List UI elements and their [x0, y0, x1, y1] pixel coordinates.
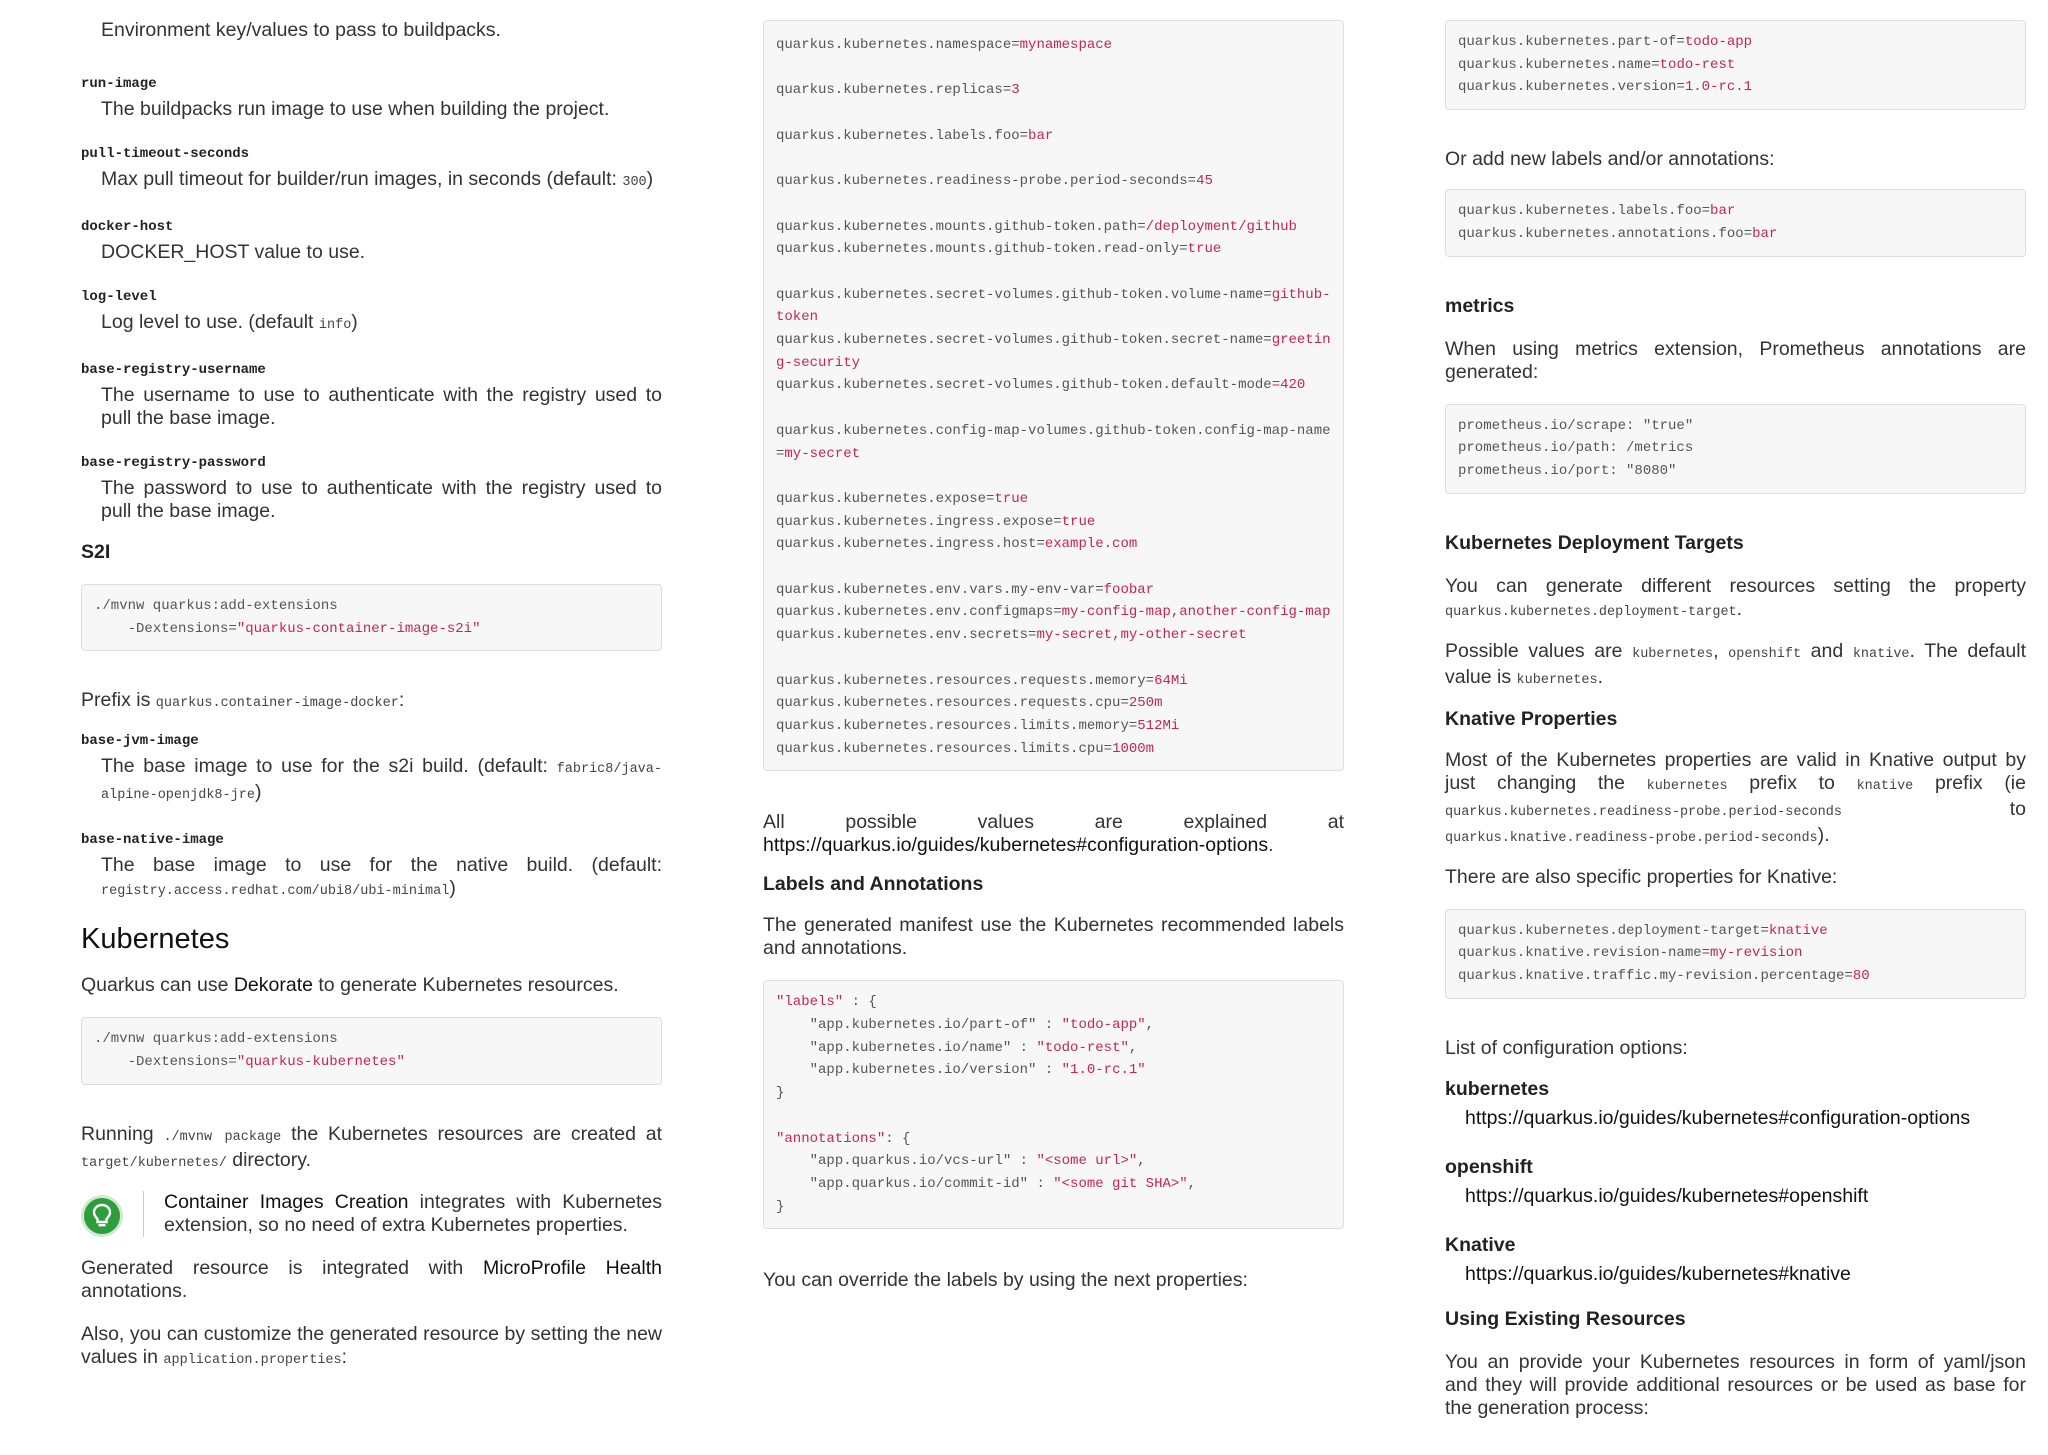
config-item-name: Knative	[1445, 1233, 1516, 1256]
override-text: You can override the labels by using the next properties:	[763, 1269, 1248, 1292]
config-list	[1445, 1078, 2026, 1286]
config-item-link[interactable]: https://quarkus.io/guides/kubernetes#configuration-options	[1465, 1106, 1971, 1129]
prop-name: pull-timeout-seconds	[81, 146, 250, 162]
prop-desc: The username to use to authenticate with the registry used to pull the base image.	[101, 384, 662, 429]
config-item-knative	[1445, 1234, 2026, 1286]
code-line: quarkus.kubernetes.labels.foo=bar	[776, 127, 1054, 144]
knative-specific-text: There are also specific properties for Knative:	[1445, 865, 1838, 888]
knative-text: Most of the Kubernetes properties are valid in Knative output by just changing the kubernetes prefix to knative prefix (ie quarkus.kubernetes.readiness-probe.period-seconds to quarkus.knative.readiness-probe.period-seconds).	[1445, 748, 2026, 846]
generated-text: Generated resource is integrated with MicroProfile Health annotations.	[81, 1256, 662, 1302]
metrics-heading: metrics	[1445, 294, 1515, 317]
prop-name: run-image	[81, 76, 157, 92]
code-line: quarkus.kubernetes.env.secrets=my-secret,my-other-secret	[776, 627, 1247, 644]
existing-resources-text: You an provide your Kubernetes resources in form of yaml/json and they will provide additional resources or be used as base for the generation process:	[1445, 1350, 2026, 1419]
targets-text: You can generate different resources setting the property quarkus.kubernetes.deployment-target.	[1445, 574, 2026, 620]
labels-intro: The generated manifest use the Kubernetes recommended labels and annotations.	[763, 914, 1344, 960]
code-line: quarkus.kubernetes.readiness-probe.period-seconds=45	[776, 173, 1213, 190]
config-item-name: openshift	[1445, 1155, 1533, 1178]
configuration-options-link[interactable]: https://quarkus.io/guides/kubernetes#configuration-options	[763, 834, 1269, 857]
code-line: "app.quarkus.io/commit-id" : "<some git SHA>",	[776, 1175, 1197, 1192]
kubernetes-code-block[interactable]: ./mvnw quarkus:add-extensions -Dextensions="quarkus-kubernetes"	[81, 1017, 662, 1084]
code-line	[776, 102, 1331, 125]
code-line: quarkus.knative.traffic.my-revision.percentage=80	[1458, 968, 1870, 985]
config-item-openshift	[1445, 1156, 2026, 1208]
config-item-name: kubernetes	[1445, 1077, 1550, 1100]
code-line: quarkus.kubernetes.deployment-target=knative	[1458, 922, 1828, 939]
labels-heading: Labels and Annotations	[763, 873, 984, 896]
code-line	[776, 261, 1331, 284]
code-line: quarkus.kubernetes.env.configmaps=my-config-map,another-config-map	[776, 604, 1331, 621]
targets-heading: Kubernetes Deployment Targets	[1445, 531, 1744, 554]
prop-log-level	[81, 289, 662, 337]
code-line: quarkus.kubernetes.resources.requests.memory=64Mi	[776, 672, 1188, 689]
prop-desc: DOCKER_HOST value to use.	[101, 241, 366, 263]
possible-values-text: Possible values are kubernetes, openshift and knative. The default value is kubernetes.	[1445, 639, 2026, 688]
code-line: quarkus.kubernetes.mounts.github-token.path=/deployment/github	[776, 218, 1297, 235]
dekorate-link[interactable]: Dekorate	[233, 974, 313, 997]
prop-docker-host	[81, 219, 662, 264]
code-line: prometheus.io/port: "8080"	[1458, 462, 1677, 479]
code-line	[776, 397, 1331, 420]
code-line: quarkus.kubernetes.env.vars.my-env-var=foobar	[776, 581, 1155, 598]
code-line	[776, 57, 1331, 80]
column-left	[81, 0, 662, 1392]
knative-heading: Knative Properties	[1445, 707, 1618, 730]
prop-run-image	[81, 76, 662, 121]
lightbulb-icon	[81, 1195, 123, 1237]
annotations-code-block[interactable]	[1445, 189, 2026, 256]
list-config-text: List of configuration options:	[1445, 1036, 1688, 1059]
prop-base-native-image	[81, 832, 662, 903]
all-values-text: All possible values are explained at https://quarkus.io/guides/kubernetes#configuration-options.	[763, 811, 1344, 857]
code-line	[776, 1105, 1331, 1128]
code-line: quarkus.kubernetes.mounts.github-token.read-only=true	[776, 241, 1222, 258]
prop-name: log-level	[81, 289, 157, 305]
code-line: }	[776, 1198, 785, 1215]
code-line: quarkus.kubernetes.namespace=mynamespace	[776, 37, 1113, 53]
labels-code-block[interactable]	[1445, 20, 2026, 110]
prop-name: base-registry-username	[81, 362, 266, 378]
prop-desc: The base image to use for the native build. (default: registry.access.redhat.com/ubi8/ubi-minimal)	[101, 854, 662, 900]
config-item-link[interactable]: https://quarkus.io/guides/kubernetes#openshift	[1465, 1184, 1869, 1207]
column-right	[1445, 0, 2026, 1440]
code-line: "app.kubernetes.io/part-of" : "todo-app",	[776, 1017, 1155, 1034]
prop-base-registry-username	[81, 362, 662, 430]
prop-name: docker-host	[81, 219, 174, 235]
config-item-kubernetes	[1445, 1078, 2026, 1130]
prop-desc: The buildpacks run image to use when building the project.	[101, 98, 610, 120]
kubernetes-heading: Kubernetes	[81, 923, 230, 956]
code-line: quarkus.kubernetes.secret-volumes.github-token.volume-name=github-token	[776, 286, 1331, 326]
env-description: Environment key/values to pass to buildpacks.	[101, 19, 501, 41]
code-line: quarkus.kubernetes.secret-volumes.github-token.secret-name=greeting-security	[776, 332, 1331, 371]
code-line: quarkus.kubernetes.config-map-volumes.github-token.config-map-name=my-secret	[776, 422, 1331, 462]
prop-name: base-native-image	[81, 832, 224, 849]
code-line: quarkus.kubernetes.resources.requests.cpu=250m	[776, 695, 1163, 712]
labels-json-code-block[interactable]	[763, 980, 1344, 1229]
code-line: "app.kubernetes.io/name" : "todo-rest",	[776, 1039, 1138, 1056]
code-line: }	[776, 1085, 785, 1102]
prop-base-jvm-image	[81, 733, 662, 807]
container-images-link[interactable]: Container Images Creation	[164, 1190, 409, 1213]
code-line: quarkus.kubernetes.secret-volumes.github-token.default-mode=420	[776, 377, 1306, 394]
existing-resources-heading: Using Existing Resources	[1445, 1307, 1686, 1330]
metrics-text: When using metrics extension, Prometheus annotations are generated:	[1445, 337, 2026, 383]
kubernetes-intro: Quarkus can use Dekorate to generate Kubernetes resources.	[81, 974, 619, 997]
column-middle	[763, 0, 1344, 1312]
prefix-text: Prefix is quarkus.container-image-docker:	[81, 689, 405, 712]
code-line: "labels" : {	[776, 994, 877, 1011]
running-text: Running ./mvnw package the Kubernetes resources are created at target/kubernetes/ directory.	[81, 1122, 663, 1171]
prop-base-registry-password	[81, 455, 662, 523]
s2i-code-block[interactable]: ./mvnw quarkus:add-extensions -Dextensions="quarkus-container-image-s2i"	[81, 584, 662, 651]
code-line: "app.kubernetes.io/version" : "1.0-rc.1"	[776, 1062, 1146, 1079]
code-line: "annotations": {	[776, 1130, 911, 1147]
code-line: "app.quarkus.io/vcs-url" : "<some url>",	[776, 1153, 1146, 1170]
code-line: prometheus.io/scrape: "true"	[1458, 417, 1694, 434]
code-line	[776, 147, 1331, 170]
s2i-heading: S2I	[81, 541, 111, 563]
code-line: quarkus.kubernetes.ingress.expose=true	[776, 513, 1096, 530]
code-line: quarkus.kubernetes.replicas=3	[776, 82, 1020, 99]
prop-desc: The base image to use for the s2i build. (default: fabric8/java-alpine-openjdk8-jre)	[101, 755, 662, 804]
code-line	[776, 647, 1331, 670]
metrics-code-block[interactable]	[1445, 404, 2026, 494]
microprofile-health-link[interactable]: MicroProfile Health	[482, 1256, 662, 1279]
code-line: quarkus.kubernetes.version=1.0-rc.1	[1458, 79, 1753, 96]
tip-text: Container Images Creation integrates with Kubernetes extension, so no need of extra Kubernetes properties.	[164, 1190, 662, 1236]
prop-name: base-jvm-image	[81, 733, 199, 750]
tip-admonition	[81, 1191, 662, 1237]
code-line: quarkus.kubernetes.expose=true	[776, 490, 1029, 507]
code-line: quarkus.kubernetes.name=todo-rest	[1458, 56, 1736, 73]
code-line: quarkus.kubernetes.ingress.host=example.com	[776, 536, 1138, 553]
code-line: prometheus.io/path: /metrics	[1458, 440, 1694, 457]
code-line: quarkus.kubernetes.resources.limits.memory=512Mi	[776, 717, 1180, 734]
code-line: quarkus.knative.revision-name=my-revision	[1458, 945, 1803, 962]
prop-pull-timeout-seconds	[81, 146, 662, 194]
add-new-text: Or add new labels and/or annotations:	[1445, 148, 1775, 171]
prop-name: base-registry-password	[81, 455, 266, 471]
prop-desc: The password to use to authenticate with the registry used to pull the base image.	[101, 477, 662, 522]
knative-code-block[interactable]	[1445, 909, 2026, 999]
code-line: quarkus.kubernetes.resources.limits.cpu=1000m	[776, 740, 1155, 757]
prop-desc: Log level to use. (default info)	[101, 311, 358, 333]
prop-desc: Max pull timeout for builder/run images, in seconds (default: 300)	[101, 168, 654, 190]
properties-code-block[interactable]	[763, 20, 1344, 771]
config-item-link[interactable]: https://quarkus.io/guides/kubernetes#knative	[1465, 1262, 1851, 1285]
code-line: quarkus.kubernetes.part-of=todo-app	[1458, 34, 1753, 50]
also-text: Also, you can customize the generated resource by setting the new values in application.properties:	[81, 1322, 662, 1368]
code-line: quarkus.kubernetes.labels.foo=bar	[1458, 203, 1736, 220]
code-line	[776, 193, 1331, 216]
code-line: quarkus.kubernetes.annotations.foo=bar	[1458, 225, 1778, 242]
code-line	[776, 465, 1331, 488]
code-line	[776, 556, 1331, 579]
